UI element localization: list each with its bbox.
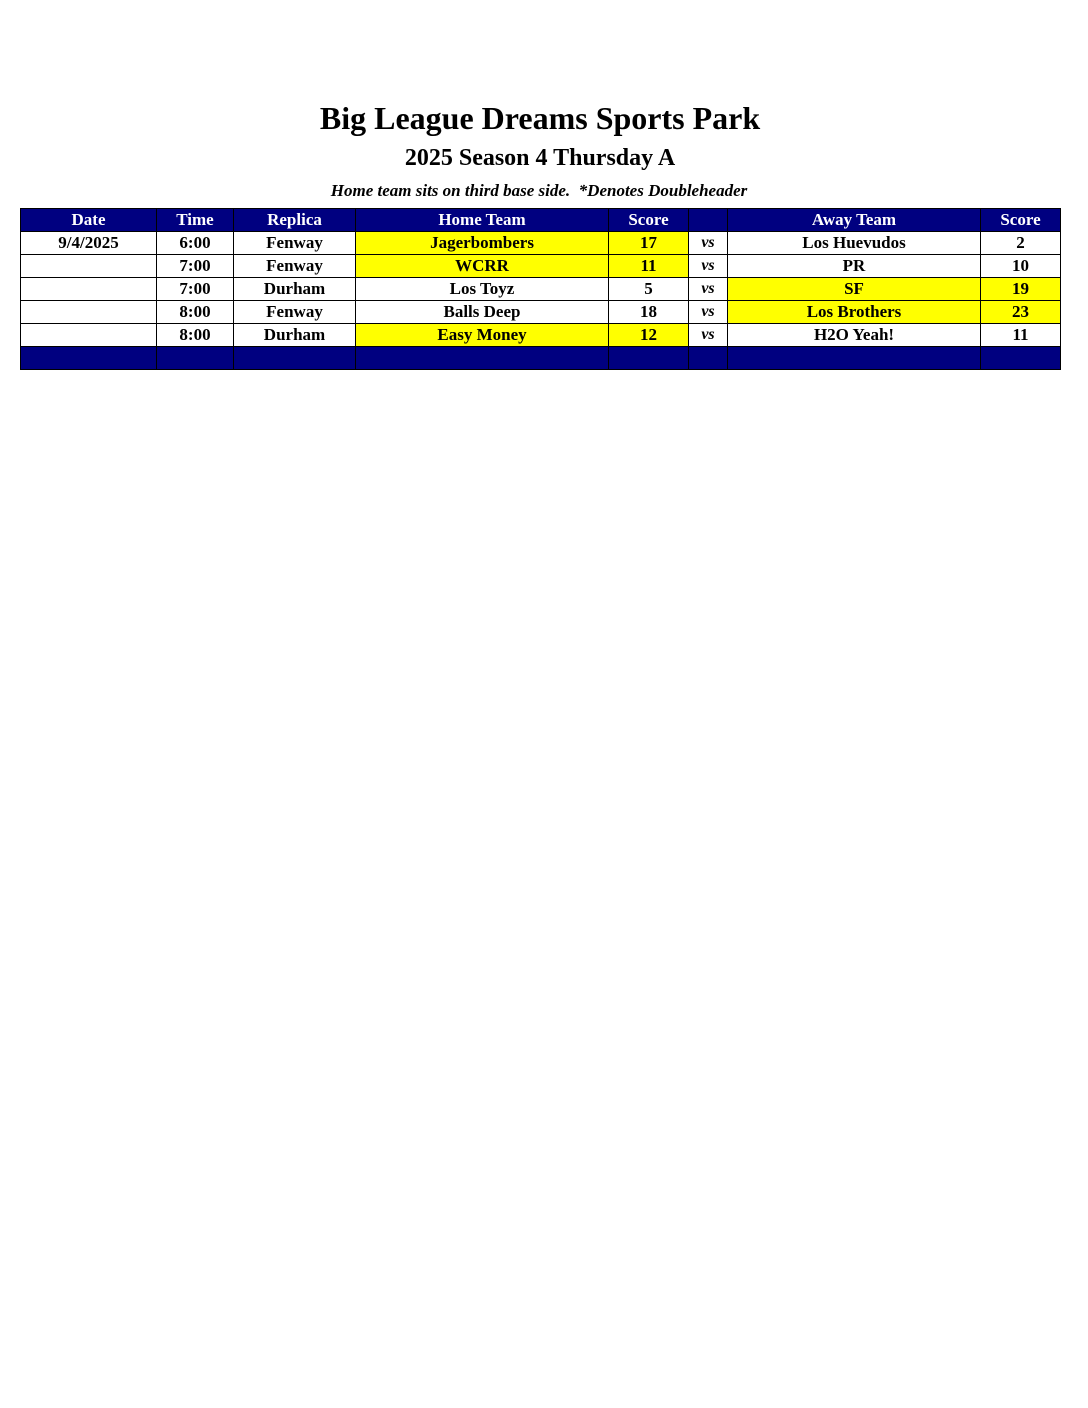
column-header-home-team: Home Team xyxy=(356,209,609,232)
column-header-replica: Replica xyxy=(234,209,356,232)
column-header-away-team: Away Team xyxy=(728,209,981,232)
footer-cell xyxy=(728,347,981,370)
vs-cell: vs xyxy=(689,301,728,324)
away-team-cell: PR xyxy=(728,255,981,278)
column-header-time: Time xyxy=(157,209,234,232)
table-header-row xyxy=(21,209,1061,232)
schedule-table xyxy=(20,208,1061,370)
away-score-cell: 2 xyxy=(981,232,1061,255)
replica-cell: Durham xyxy=(234,324,356,347)
vs-cell: vs xyxy=(689,278,728,301)
vs-cell: vs xyxy=(689,232,728,255)
home-score-cell: 5 xyxy=(609,278,689,301)
replica-cell: Fenway xyxy=(234,232,356,255)
away-score-cell: 19 xyxy=(981,278,1061,301)
footer-cell xyxy=(157,347,234,370)
time-cell: 8:00 xyxy=(157,301,234,324)
time-cell: 7:00 xyxy=(157,255,234,278)
away-score-cell: 10 xyxy=(981,255,1061,278)
schedule-note: Home team sits on third base side. *Denotes Doubleheader xyxy=(330,181,748,200)
column-header-away-score: Score xyxy=(981,209,1061,232)
table-row xyxy=(21,232,1061,255)
table-row xyxy=(21,278,1061,301)
home-score-cell: 12 xyxy=(609,324,689,347)
replica-cell: Fenway xyxy=(234,301,356,324)
home-score-cell: 18 xyxy=(609,301,689,324)
date-cell xyxy=(21,324,157,347)
column-header-date: Date xyxy=(21,209,157,232)
page-title: Big League Dreams Sports Park xyxy=(319,100,761,136)
away-score-cell: 11 xyxy=(981,324,1061,347)
date-cell xyxy=(21,278,157,301)
time-cell: 7:00 xyxy=(157,278,234,301)
footer-cell xyxy=(981,347,1061,370)
away-team-cell: Los Huevudos xyxy=(728,232,981,255)
away-team-cell: SF xyxy=(728,278,981,301)
away-team-cell: H2O Yeah! xyxy=(728,324,981,347)
away-team-cell: Los Brothers xyxy=(728,301,981,324)
footer-cell xyxy=(356,347,609,370)
date-cell xyxy=(21,255,157,278)
home-team-cell: Jagerbombers xyxy=(356,232,609,255)
footer-cell xyxy=(689,347,728,370)
vs-cell: vs xyxy=(689,324,728,347)
table-row xyxy=(21,324,1061,347)
table-footer-row xyxy=(21,347,1061,370)
away-score-cell: 23 xyxy=(981,301,1061,324)
footer-cell xyxy=(21,347,157,370)
replica-cell: Durham xyxy=(234,278,356,301)
home-team-cell: Los Toyz xyxy=(356,278,609,301)
column-header-vs xyxy=(689,209,728,232)
time-cell: 8:00 xyxy=(157,324,234,347)
home-team-cell: Balls Deep xyxy=(356,301,609,324)
column-header-home-score: Score xyxy=(609,209,689,232)
table-row xyxy=(21,301,1061,324)
time-cell: 6:00 xyxy=(157,232,234,255)
page-subtitle: 2025 Season 4 Thursday A xyxy=(404,145,676,171)
home-score-cell: 17 xyxy=(609,232,689,255)
table-row xyxy=(21,255,1061,278)
home-score-cell: 11 xyxy=(609,255,689,278)
home-team-cell: WCRR xyxy=(356,255,609,278)
footer-cell xyxy=(609,347,689,370)
replica-cell: Fenway xyxy=(234,255,356,278)
home-team-cell: Easy Money xyxy=(356,324,609,347)
vs-cell: vs xyxy=(689,255,728,278)
date-cell xyxy=(21,301,157,324)
footer-cell xyxy=(234,347,356,370)
date-cell: 9/4/2025 xyxy=(21,232,157,255)
